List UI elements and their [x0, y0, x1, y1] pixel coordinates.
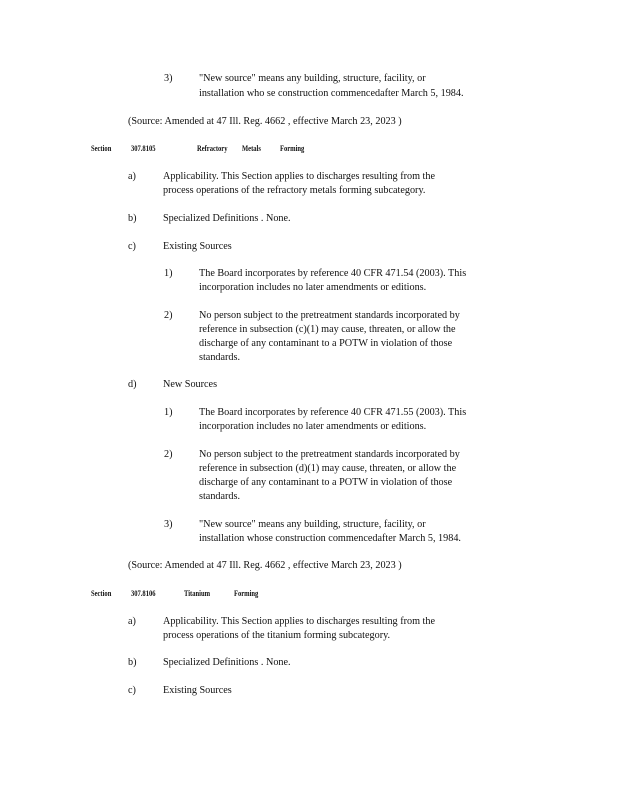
item-text-line: incorporation includes no later amendments or editions.	[199, 282, 427, 293]
item-text-line: installation whose construction commencedafter March 5, 1984.	[199, 533, 461, 544]
section-number: 307.8105	[131, 144, 156, 153]
source-note: (Source: Amended at 47 Ill. Reg. 4662 , effective March 23, 2023 )	[128, 116, 402, 127]
subsection-letter: b)	[128, 213, 137, 224]
item-text-line: discharge of any contaminant to a POTW in violation of those	[199, 338, 453, 349]
section-title-word: Forming	[280, 144, 305, 153]
item-text-line: standards.	[199, 352, 241, 363]
subsection-letter: d)	[128, 379, 137, 390]
subsection-text-line: process operations of the titanium forming subcategory.	[163, 630, 391, 641]
item-text-line: The Board incorporates by reference 40 CFR 471.54 (2003). This	[199, 268, 467, 279]
item-number: 1)	[164, 407, 173, 418]
section-label: Section	[91, 144, 112, 153]
item-number: 3)	[164, 519, 173, 530]
subsection-text-line: process operations of the refractory metals forming subcategory.	[163, 185, 426, 196]
section-title-word: Titanium	[184, 589, 211, 598]
subsection-text-line: Applicability. This Section applies to discharges resulting from the	[163, 171, 435, 182]
item-text-line: reference in subsection (d)(1) may cause, threaten, or allow the	[199, 463, 457, 474]
item-text-line: "New source" means any building, structure, facility, or	[199, 73, 426, 84]
section-title-word: Refractory	[197, 144, 228, 153]
section-title-word: Metals	[242, 144, 261, 153]
subsection-text-line: Specialized Definitions . None.	[163, 657, 291, 668]
subsection-letter: a)	[128, 171, 136, 182]
item-text-line: The Board incorporates by reference 40 CFR 471.55 (2003). This	[199, 407, 467, 418]
subsection-text-line: Existing Sources	[163, 241, 232, 252]
subsection-letter: c)	[128, 241, 136, 252]
subsection-text-line: New Sources	[163, 379, 218, 390]
item-number: 2)	[164, 449, 173, 460]
item-text-line: "New source" means any building, structure, facility, or	[199, 519, 426, 530]
section-label: Section	[91, 589, 112, 598]
subsection-letter: c)	[128, 685, 136, 696]
item-text-line: discharge of any contaminant to a POTW in violation of those	[199, 477, 453, 488]
item-text-line: No person subject to the pretreatment standards incorporated by	[199, 449, 460, 460]
item-text-line: incorporation includes no later amendments or editions.	[199, 421, 427, 432]
subsection-letter: b)	[128, 657, 137, 668]
item-text-line: reference in subsection (c)(1) may cause, threaten, or allow the	[199, 324, 456, 335]
item-number: 2)	[164, 310, 173, 321]
section-title-word: Forming	[234, 589, 259, 598]
section-number: 307.8106	[131, 589, 156, 598]
item-number: 1)	[164, 268, 173, 279]
item-text-line: No person subject to the pretreatment standards incorporated by	[199, 310, 460, 321]
item-text-line: installation who se construction commencedafter March 5, 1984.	[199, 88, 464, 99]
item-text-line: standards.	[199, 491, 241, 502]
item-number: 3)	[164, 73, 173, 84]
subsection-text-line: Existing Sources	[163, 685, 232, 696]
subsection-text-line: Applicability. This Section applies to discharges resulting from the	[163, 616, 435, 627]
subsection-letter: a)	[128, 616, 136, 627]
source-note: (Source: Amended at 47 Ill. Reg. 4662 , effective March 23, 2023 )	[128, 560, 402, 571]
subsection-text-line: Specialized Definitions . None.	[163, 213, 291, 224]
